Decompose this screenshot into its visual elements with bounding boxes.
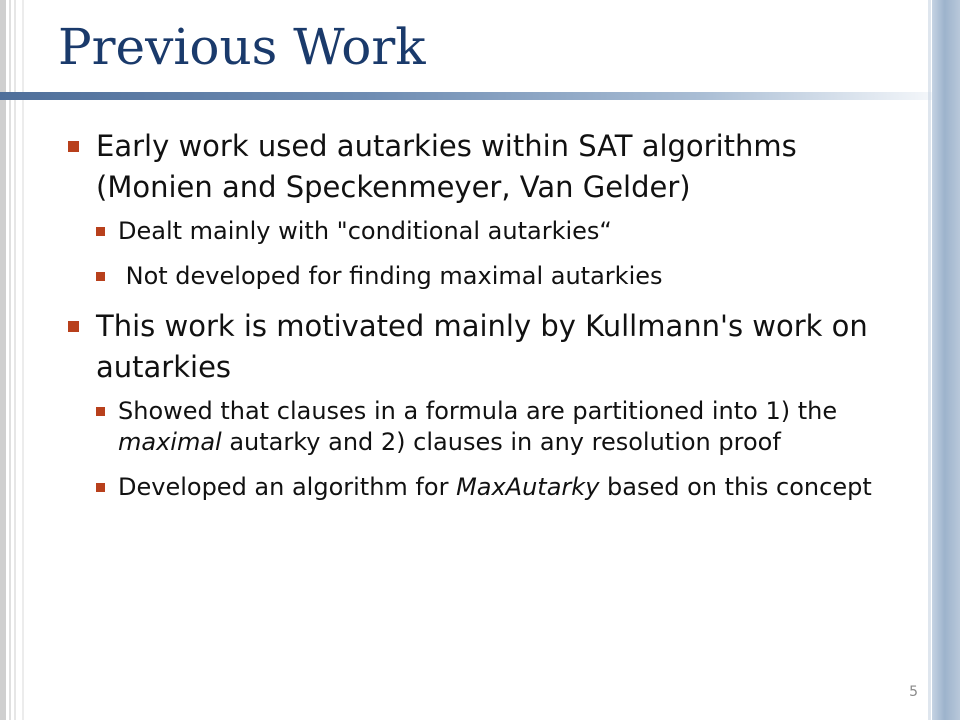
title-underline xyxy=(0,92,932,100)
square-bullet-icon xyxy=(68,321,79,332)
sub-bullet-item xyxy=(96,216,898,247)
square-bullet-icon xyxy=(68,141,79,152)
sub-bullet-text: Dealt mainly with "conditional autarkies“ xyxy=(118,217,612,245)
sub-bullet-list xyxy=(96,216,898,292)
right-decorative-bar xyxy=(932,0,960,720)
sub-bullet-text-before: Showed that clauses in a formula are partitioned into 1) the xyxy=(118,397,838,425)
sub-bullet-item xyxy=(96,472,898,503)
sub-bullet-text-before: Developed an algorithm for xyxy=(118,473,457,501)
emphasized-term: MaxAutarky xyxy=(456,473,600,501)
square-bullet-icon xyxy=(96,227,105,236)
slide-title: Previous Work xyxy=(58,18,426,76)
square-bullet-icon xyxy=(96,407,105,416)
bullet-text: This work is motivated mainly by Kullmann's work on autarkies xyxy=(96,309,868,384)
sub-bullet-text-after: based on this concept xyxy=(599,473,872,501)
bullet-item-this-work xyxy=(68,306,898,503)
slide-number: 5 xyxy=(909,684,918,700)
sub-bullet-text: Not developed for finding maximal autarkies xyxy=(118,262,663,290)
sub-bullet-text-after: autarky and 2) clauses in any resolution proof xyxy=(221,428,781,456)
left-stripe xyxy=(22,0,24,720)
bullet-item-early-work xyxy=(68,126,898,292)
sub-bullet-item xyxy=(96,396,898,458)
sub-bullet-item xyxy=(96,261,898,292)
left-stripe xyxy=(0,0,6,720)
emphasized-term: maximal xyxy=(118,428,222,456)
slide-content xyxy=(68,126,898,517)
sub-bullet-list xyxy=(96,396,898,503)
left-stripe xyxy=(9,0,11,720)
square-bullet-icon xyxy=(96,483,105,492)
bullet-text: Early work used autarkies within SAT algorithms (Monien and Speckenmeyer, Van Gelder) xyxy=(96,129,797,204)
left-stripe xyxy=(14,0,16,720)
square-bullet-icon xyxy=(96,272,105,281)
